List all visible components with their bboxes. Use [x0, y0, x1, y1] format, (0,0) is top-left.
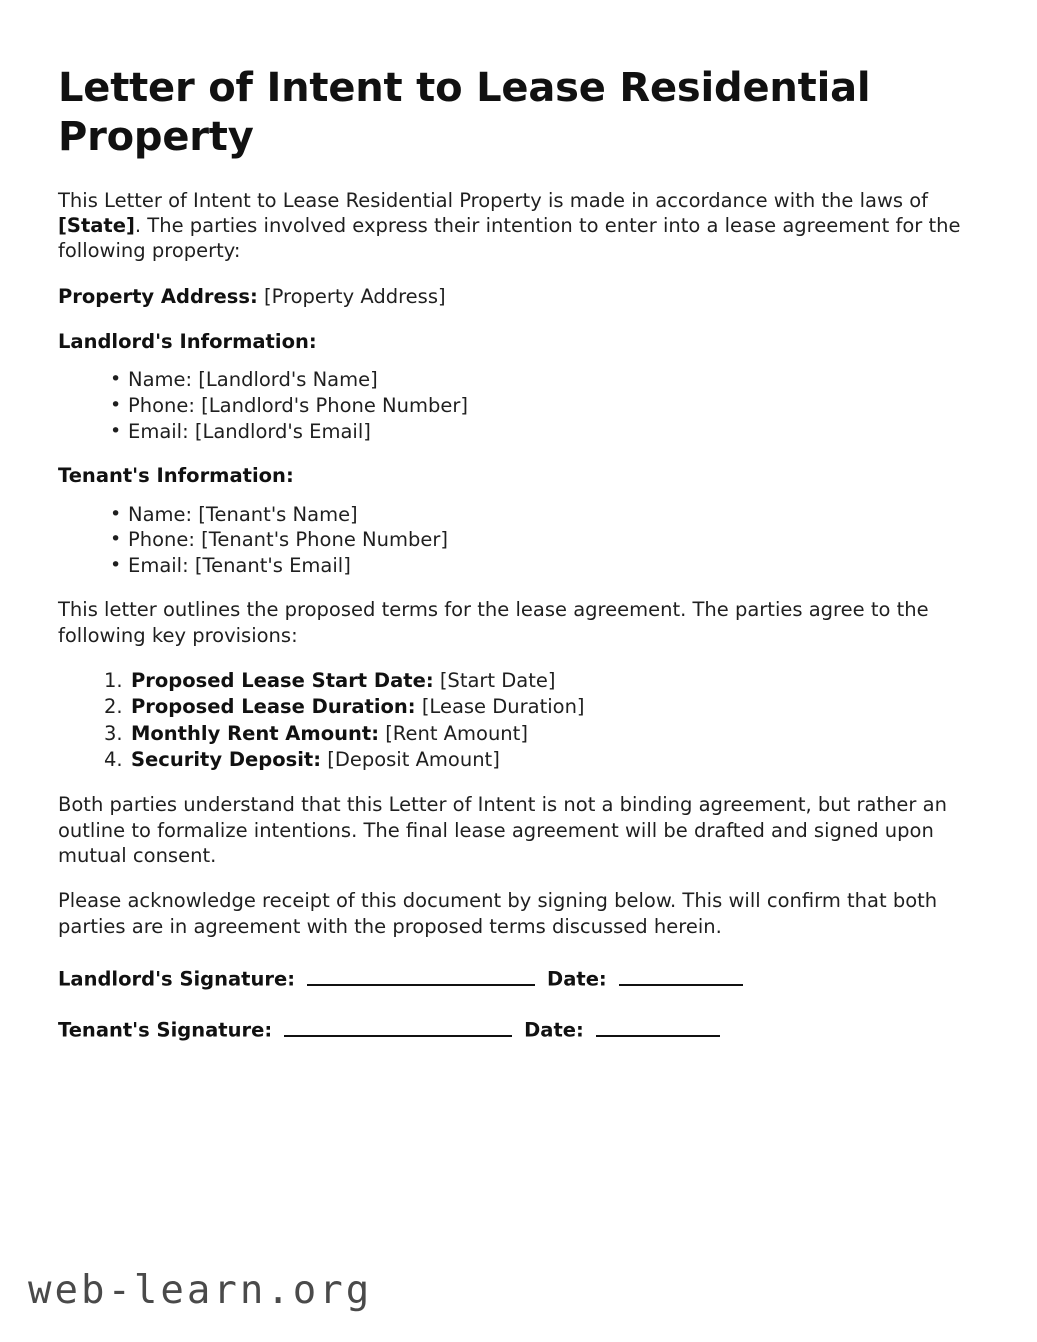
landlord-signature-row [58, 965, 983, 992]
tenant-signature-row [58, 1016, 983, 1043]
intro-text-before: This Letter of Intent to Lease Residential Property is made in accordance with the laws of [58, 188, 929, 212]
tenant-information-list [58, 503, 983, 580]
site-watermark: web-learn.org [28, 1268, 373, 1313]
provision-label: Monthly Rent Amount: [131, 721, 379, 745]
tenant-date-field[interactable] [596, 1016, 720, 1037]
intro-text-after: . The parties involved express their intention to enter into a lease agreement for the following property: [58, 213, 961, 263]
acknowledgement-paragraph: Please acknowledge receipt of this document by signing below. This will confirm that both parties are in agreement with the proposed terms discussed herein. [58, 889, 938, 938]
property-address-label: Property Address: [58, 284, 258, 308]
landlord-signature-label: Landlord's Signature: [58, 967, 296, 991]
page-title: Letter of Intent to Lease Residential Property [58, 65, 871, 160]
landlord-information-heading: Landlord's Information: [58, 329, 317, 353]
provision-value: [Start Date] [439, 669, 556, 693]
landlord-information-list [58, 368, 983, 445]
provision-label: Security Deposit: [131, 748, 322, 772]
provision-value: [Rent Amount] [385, 721, 528, 745]
tenant-date-label: Date: [524, 1018, 584, 1042]
list-item: • Name: [Landlord's Name] [110, 368, 983, 393]
provision-label: Proposed Lease Start Date: [131, 669, 434, 693]
landlord-signature-field[interactable] [307, 965, 535, 986]
tenant-signature-field[interactable] [284, 1016, 512, 1037]
non-binding-paragraph: Both parties understand that this Letter of Intent is not a binding agreement, but rather an outline to formalize intentions. The final lease agreement will be drafted and signed upon mutual consent. [58, 793, 947, 868]
list-item [104, 747, 983, 772]
list-item: • Phone: [Tenant's Phone Number] [110, 528, 983, 553]
list-item [104, 721, 983, 746]
list-item [104, 668, 983, 693]
list-item: • Name: [Tenant's Name] [110, 503, 983, 528]
landlord-date-field[interactable] [619, 965, 743, 986]
provision-label: Proposed Lease Duration: [131, 695, 416, 719]
list-item [104, 694, 983, 719]
tenant-information-heading: Tenant's Information: [58, 464, 294, 488]
provision-value: [Deposit Amount] [327, 748, 500, 772]
provisions-intro-paragraph: This letter outlines the proposed terms for the lease agreement. The parties agree to the following key provisions: [58, 598, 929, 647]
property-address-line [58, 284, 978, 309]
intro-paragraph [58, 188, 978, 264]
tenant-signature-label: Tenant's Signature: [58, 1018, 273, 1042]
state-placeholder: [State] [58, 213, 135, 237]
landlord-date-label: Date: [547, 967, 607, 991]
list-item: • Phone: [Landlord's Phone Number] [110, 394, 983, 419]
provision-value: [Lease Duration] [421, 695, 585, 719]
list-item: • Email: [Landlord's Email] [110, 420, 983, 445]
key-provisions-list [58, 668, 983, 772]
list-item: • Email: [Tenant's Email] [110, 554, 983, 579]
property-address-value: [Property Address] [264, 284, 446, 308]
document-body [58, 64, 983, 1067]
